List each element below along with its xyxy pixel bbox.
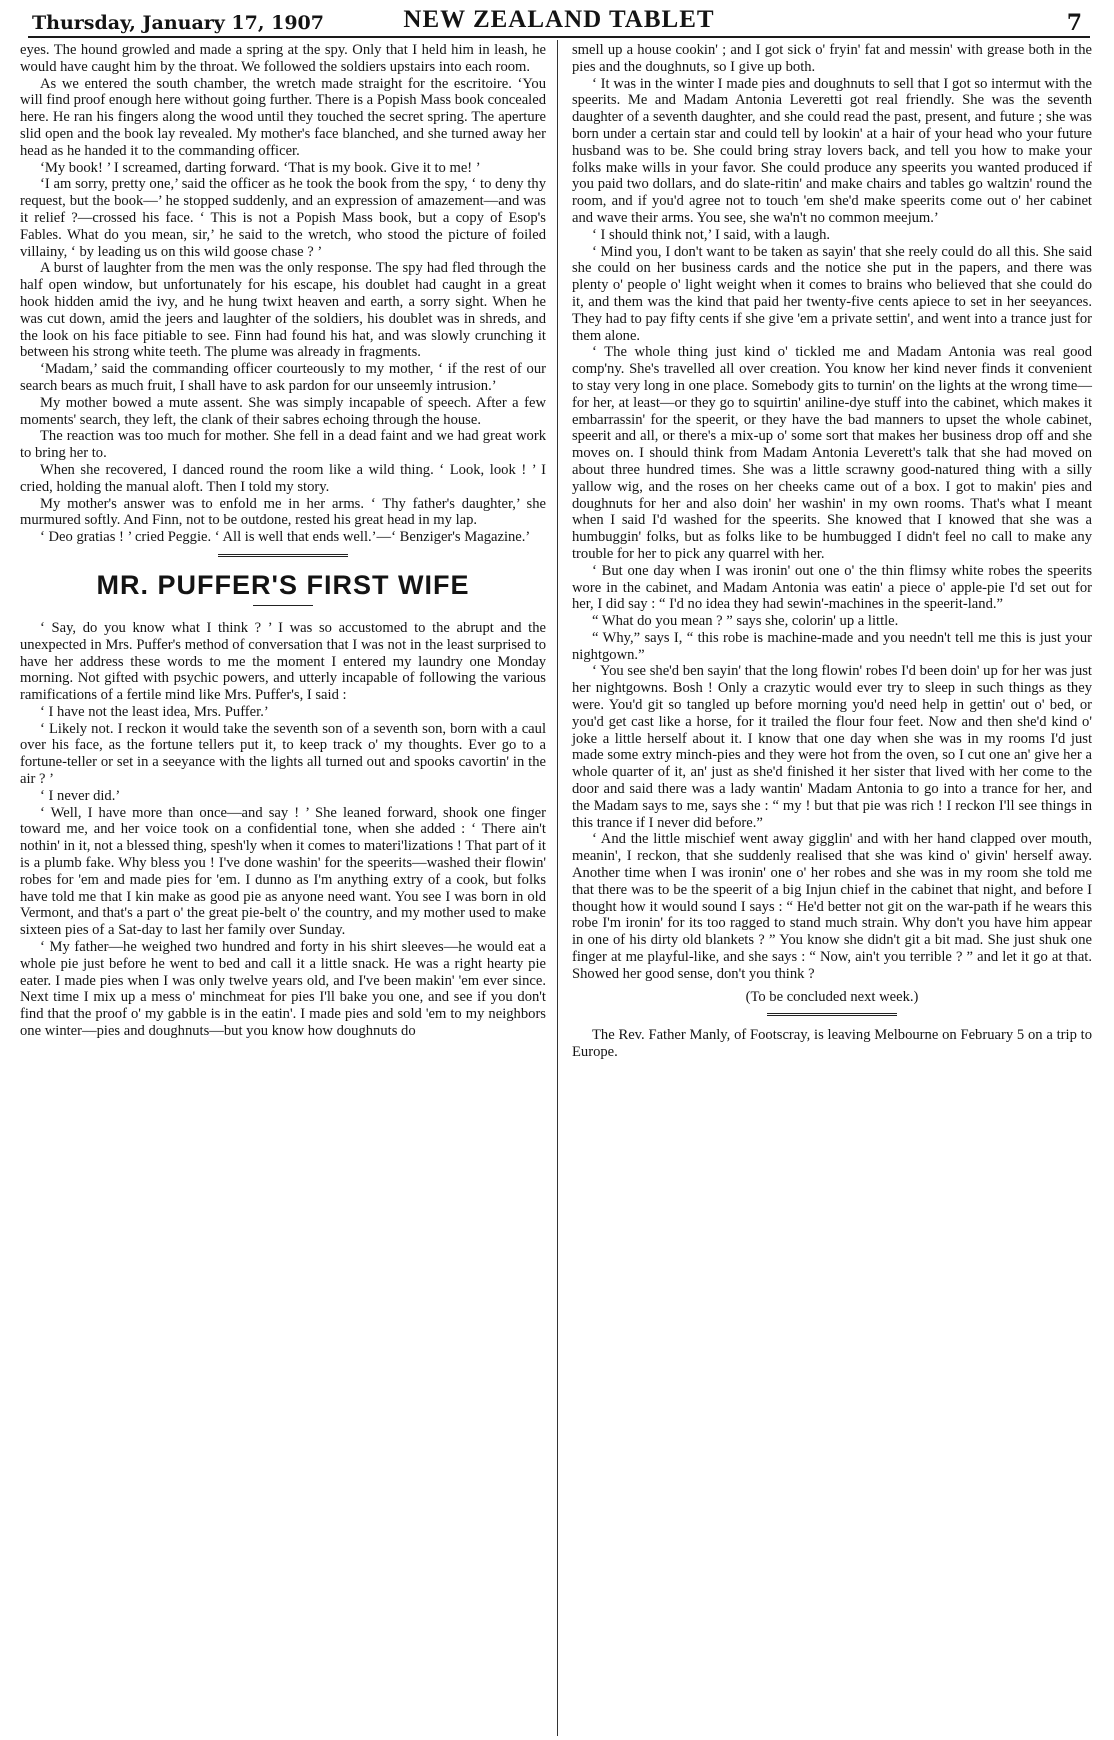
article-paragraph: ‘ My father—he weighed two hundred and forty in his shirt sleeves—he would eat a whole pie just before he went to bed and call it a little snack. He was a right hearty pie eater. I made pies when I was only twelve years old, and I've been makin' 'em ever since. Next time I mix up a mess o' minchmeat for pies I'll bake you one, and see if you don't find that the proof o' my gabble is in the eatin'. I made pies and sold 'em to my neighbors one winter—pies and doughnuts—but you know how doughnuts do (20, 939, 546, 1040)
article-paragraph: ‘ And the little mischief went away gigglin' and with her hand clapped over mouth, meanin', I reckon, that she suddenly realised that she was kind o' givin' herself away. Another time when I was ironin' one o' her robes and she was in my room she told me that there was to be the speerit of a big Injun chief in the cabinet that night, and before I thought how it would sound I says : “ He'd better not git on the war-path if he wears this robe I'm ironin' for its too ragged to stand much strain. Why don't you have him appear in one of his dirty old blankets ? ” You know she didn't git a bit mad. She just shuk one finger at me playful-like, and she says : “ Now, ain't you terrible ? ” and let it go at that. Showed her good sense, don't you think ? (572, 831, 1092, 982)
left-column (20, 42, 546, 1040)
article-paragraph: ‘ You see she'd ben sayin' that the long flowin' robes I'd been doin' up for her was just her nightgowns. Bosh ! Only a crazytic would ever try to sleep in such things as they were. You'd git so tangled up before morning you'd need help in gettin' out o' bed, or you'd get cast like a horse, for it trailed the flour four feet. Now and then she'd kind o' joke a little herself about it. I know that one day when she was in my rooms I'd just made some extry minch-pies and they were hot from the oven, so I cut one an' give her a whole quarter of it, an' just as she'd finished it her sister that lived with her come to the door and said there was a lady wantin' Madam Antonia to go into a trance for her, and the Madam says to me, says she : “ my ! but that pie was rich ! I reckon I'll see things in this trance if I never did before.” (572, 663, 1092, 831)
article-paragraph: “ What do you mean ? ” says she, colorin' up a little. (592, 613, 899, 630)
story-paragraph: ‘My book! ’ I screamed, darting forward. ‘That is my book. Give it to me! ’ (40, 159, 481, 176)
right-column (572, 42, 1092, 1061)
article-paragraph: ‘ Mind you, I don't want to be taken as sayin' that she reely could do all this. She said she could on her business cards and the notice she put in the papers, and there was plenty o' people o' light weight when it comes to brains who believed that she could do it, and them was the kind that paid her twenty-five cents apiece to set in her seeyances. They had to pay fifty cents if she give 'em a private settin', and went into a trance just for them alone. (572, 243, 1092, 344)
news-item: The Rev. Father Manly, of Footscray, is leaving Melbourne on February 5 on a trip to Europe. (572, 1027, 1092, 1061)
story-paragraph: My mother's answer was to enfold me in her arms. ‘ Thy father's daughter,’ she murmured softly. And Finn, not to be outdone, rested his great head in my lap. (20, 495, 546, 529)
article-paragraph: smell up a house cookin' ; and I got sick o' fryin' fat and messin' with grease both in the pies and the doughnuts, so I give up both. (572, 42, 1092, 75)
story-paragraph: When she recovered, I danced round the room like a wild thing. ‘ Look, look ! ’ I cried, holding the manual aloft. Then I told my story. (20, 461, 546, 495)
article-paragraph: ‘ I should think not,’ I said, with a laugh. (592, 226, 831, 243)
story-paragraph: A burst of laughter from the men was the only response. The spy had fled through the half open window, but unfortunately for his escape, his doublet had caught in a great hook hidden amid the ivy, and he hung twixt heaven and earth, a sorry sight. When he was cut down, amid the jeers and laughter of the soldiers, his doublet was in shreds, and the look on his face pitiable to see. Finn had found his hat, and was slowly crunching it between his strong white teeth. The plume was already in fragments. (20, 260, 546, 361)
article-paragraph: ‘ The whole thing just kind o' tickled me and Madam Antonia was real good comp'ny. She's travelled all over creation. You know her kind never finds it convenient to stay very long in one place. Somebody gits to turnin' on the lights at the wrong time—for her, at least—or they go to squirtin' aniline-dye stuff into the cabinet, which makes it embarrassin' for the speerit, or they have the bad manners to upset the whole cabinet, speerit and all, or there's a mix-up o' some sort that makes her business drop off and she moves on. I should think from Madam Antonia Leverett's talk that she had moved on about three hundred times. She was a little scrawny good-natured thing with a silly yallow wig, and the roses on her cheeks came out of a box. I got to makin' pies and doughnuts for her and also doin' her washin' in my own rooms. That's what I meant when I said I'd washed for the speerits. She knowed that I knowed that she was a humbuggin' folks, but as folks like to be humbugged I didn't feel no call to make any trouble for her to pick any quarrel with her. (572, 344, 1092, 562)
page-number: 7 (1066, 10, 1082, 36)
story-paragraph: ‘I am sorry, pretty one,’ said the officer as he took the book from the spy, ‘ to deny thy request, but the book—’ he stopped suddenly, and an expression of amazement—and was it relief ?—crossed his face. ‘ This is not a Popish Mass book, but a copy of Esop's Fables. What do you mean, sir,’ he said to the wretch, who stood the picture of foiled villainy, ‘ by leading us on this wild goose chase ? ’ (20, 176, 546, 260)
section-separator (767, 1013, 897, 1019)
story-paragraph: My mother bowed a mute assent. She was simply incapable of speech. After a few moments' search, they left, the clank of their sabres echoing through the house. (20, 394, 546, 428)
article-title: MR. PUFFER'S FIRST WIFE (96, 569, 470, 600)
column-divider (557, 40, 558, 1736)
continued-note: (To be concluded next week.) (745, 988, 919, 1005)
newspaper-title: NEW ZEALAND TABLET (403, 6, 715, 33)
article-paragraph: ‘ Well, I have more than once—and say ! ’ She leaned forward, shook one finger toward me, and her voice took on a confidential tone, when she added : ‘ There ain't nothin' in it, not a blessed thing, spesh'ly when it comes to materi'lizations ! That part of it is a plumb fake. Why bless you ! I've done washin' for the speerits—washed their flowin' robes for 'em and made pies for 'em. I dunno as I'm anything extry of a cook, but folks have told me that I kin make as good pie as anyone need want. You see I was born in old Vermont, and that's a part o' the great pie-belt o' the country, and my mother used to make sixteen pies of a Sat-day to last her family over Sunday. (20, 804, 546, 939)
story-paragraph: ‘ Deo gratias ! ’ cried Peggie. ‘ All is well that ends well.’—‘ Benziger's Magazine.’ (40, 529, 531, 546)
article-paragraph: ‘ It was in the winter I made pies and doughnuts to sell that I got so intermut with the speerits. Me and Madam Antonia Leveretti got real friendly. She was the seventh daughter of a seventh daughter, and she could read the past, present, and future ; she was born under a certain star and could tell by lookin' at a hair of your head who your future husband was to be. She could bring stray lovers back, and tell you how to make your folks make wills in your favor. She could produce any speerits you wanted produced if you paid two dollars, and do slate-ritin' and make chairs and tables go waltzin' round the room, and if you'd agree not to touch 'em she'd make speerits come out o' her cabinet and wave their arms. You see, she wa'n't no common meejum.’ (572, 75, 1092, 226)
story-paragraph: eyes. The hound growled and made a spring at the spy. Only that I held him in leash, he would have caught him by the throat. We followed the soldiers upstairs into each room. (20, 42, 546, 75)
issue-date: Thursday, January 17, 1907 (32, 12, 324, 34)
story-paragraph: ‘Madam,’ said the commanding officer courteously to my mother, ‘ if the rest of our search bears as much fruit, I shall have to ask pardon for our unseemly intrusion.’ (20, 361, 546, 394)
story-paragraph: The reaction was too much for mother. She fell in a dead faint and we had great work to bring her to. (20, 428, 546, 462)
masthead (28, 6, 1090, 38)
article-paragraph: ‘ Likely not. I reckon it would take the seventh son of a seventh son, born with a caul over his face, as the fortune tellers put it, to keep track o' my thoughts. Ever go to a fortune-teller or set in a seeyance with the lights all turned out and spooks cavortin' in the air ? ’ (20, 720, 546, 788)
section-separator (218, 554, 348, 560)
article-paragraph: ‘ I have not the least idea, Mrs. Puffer.’ (40, 703, 269, 720)
article-paragraph: “ Why,” says I, “ this robe is machine-made and you needn't tell me this is just your nightgown.” (572, 629, 1092, 663)
article-paragraph: ‘ Say, do you know what I think ? ’ I was so accustomed to the abrupt and the unexpected in Mrs. Puffer's method of conversation that I was not in the least surprised to have her address these words to me the moment I entered my laundry one Monday morning. Not gifted with psychic powers, and utterly incapable of following the various ramifications of a fertile mind like Mrs. Puffer's, I said : (20, 619, 546, 704)
article-paragraph: ‘ I never did.’ (40, 787, 121, 804)
story-paragraph: As we entered the south chamber, the wretch made straight for the escritoire. ‘You will find proof enough here without going further. There is a Popish Mass book concealed here. He ran his fingers along the wood until they touched the secret spring. The aperture slid open and the book lay revealed. My mother's face blanched, and she turned away her head as he handed it to the commanding officer. (20, 75, 546, 159)
title-rule (253, 605, 313, 606)
article-paragraph: ‘ But one day when I was ironin' out one o' the thin flimsy white robes the speerits wore in the cabinet, and Madam Antonia was eatin' a piece o' apple-pie I'd set out for her, I did say : “ I'd no idea they had sewin'-machines in the speerit-land.” (572, 562, 1092, 613)
